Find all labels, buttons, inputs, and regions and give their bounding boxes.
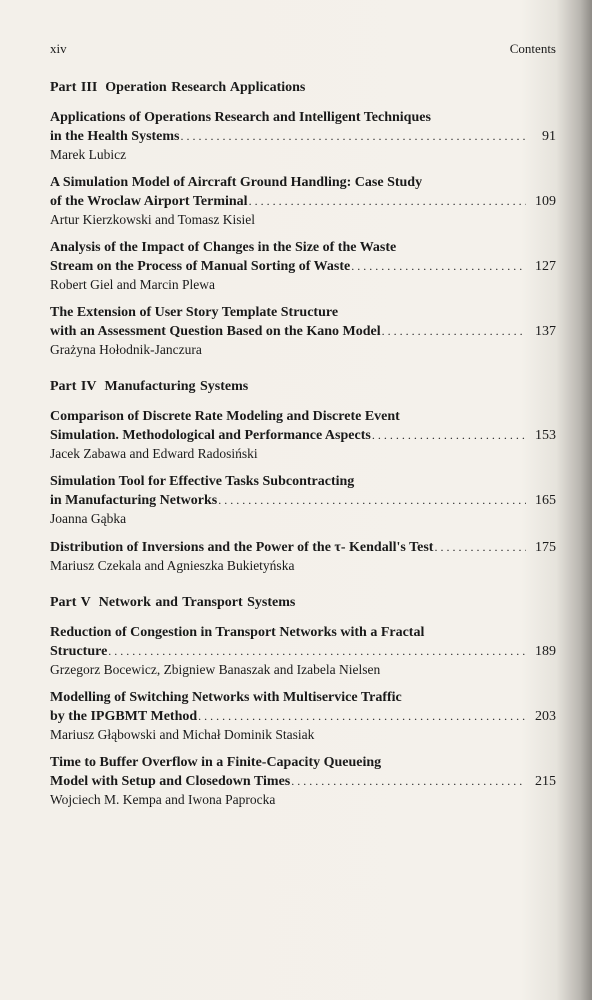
- entry-title-line: Analysis of the Impact of Changes in the Size of the Waste: [50, 240, 397, 255]
- dot-leader: [218, 491, 526, 509]
- entry-page-number: 189: [535, 644, 556, 659]
- entry-title-text: Stream on the Process of Manual Sorting of Waste: [50, 259, 351, 274]
- entry-title-line: Applications of Operations Research and Intelligent Techniques: [50, 110, 431, 125]
- entry-title-last-line: [50, 642, 556, 661]
- entry-authors: Wojciech M. Kempa and Iwona Paprocka: [50, 792, 276, 807]
- entry-title-last-line: [50, 127, 556, 146]
- toc-entry[interactable]: [50, 304, 556, 358]
- dot-leader: [108, 642, 526, 660]
- dot-leader: [291, 772, 526, 790]
- entry-title-line: Reduction of Congestion in Transport Networks with a Fractal: [50, 625, 425, 640]
- entry-authors: Marek Lubicz: [50, 147, 127, 162]
- dot-leader: [434, 538, 526, 556]
- entry-title-last-line: [50, 772, 556, 791]
- entry-title-text: Structure: [50, 644, 108, 659]
- toc-entry[interactable]: [50, 624, 556, 678]
- entry-title-line: A Simulation Model of Aircraft Ground Handling: Case Study: [50, 175, 423, 190]
- part-title: Network and Transport Systems: [98, 595, 296, 610]
- entry-page-number: 153: [535, 428, 556, 443]
- entry-title-last-line: [50, 426, 556, 445]
- entry-title-line: Comparison of Discrete Rate Modeling and Discrete Event: [50, 409, 400, 424]
- toc-entry[interactable]: [50, 174, 556, 228]
- entry-authors: Artur Kierzkowski and Tomasz Kisiel: [50, 212, 256, 227]
- dot-leader: [382, 322, 526, 340]
- entry-title-last-line: [50, 257, 556, 276]
- part-number: Part IV: [50, 379, 97, 394]
- toc-entry[interactable]: [50, 754, 556, 808]
- part-number: Part III: [50, 80, 98, 95]
- entry-page-number: 127: [535, 259, 556, 274]
- entry-title-text: Simulation. Methodological and Performance Aspects: [50, 428, 371, 443]
- entry-page-number: 109: [535, 194, 556, 209]
- entry-title-last-line: [50, 322, 556, 341]
- entry-authors: Joanna Gąbka: [50, 511, 127, 526]
- entry-title-text: by the IPGBMT Method: [50, 709, 198, 724]
- entry-title-text: in Manufacturing Networks: [50, 493, 218, 508]
- entry-authors: Mariusz Czekala and Agnieszka Bukietyńska: [50, 558, 295, 573]
- entry-title-line: Simulation Tool for Effective Tasks Subcontracting: [50, 474, 355, 489]
- entry-page-number: 91: [542, 129, 556, 144]
- entry-authors: Mariusz Głąbowski and Michał Dominik Stasiak: [50, 727, 315, 742]
- dot-leader: [249, 192, 526, 210]
- entry-page-number: 175: [535, 540, 556, 555]
- page-number: xiv: [50, 41, 67, 56]
- part-heading: [50, 378, 556, 396]
- entry-title-text: Distribution of Inversions and the Power of the τ- Kendall's Test: [50, 540, 434, 555]
- entry-authors: Grażyna Hołodnik-Janczura: [50, 342, 202, 357]
- toc-part: [50, 79, 556, 358]
- entry-authors: Robert Giel and Marcin Plewa: [50, 277, 215, 292]
- entry-title-text: of the Wroclaw Airport Terminal: [50, 194, 248, 209]
- part-number: Part V: [50, 595, 91, 610]
- toc-entry[interactable]: [50, 109, 556, 163]
- part-title: Operation Research Applications: [105, 80, 306, 95]
- entry-title-text: with an Assessment Question Based on the Kano Model: [50, 324, 381, 339]
- entry-title-last-line: [50, 491, 556, 510]
- dot-leader: [351, 257, 526, 275]
- entry-title-last-line: [50, 707, 556, 726]
- entry-page-number: 165: [535, 493, 556, 508]
- toc-entry[interactable]: [50, 239, 556, 293]
- toc-entry[interactable]: [50, 538, 556, 574]
- toc-entry[interactable]: [50, 473, 556, 527]
- entry-page-number: 203: [535, 709, 556, 724]
- running-title: Contents: [509, 41, 556, 56]
- entry-title-text: Model with Setup and Closedown Times: [50, 774, 291, 789]
- entry-title-line: Time to Buffer Overflow in a Finite-Capacity Queueing: [50, 755, 382, 770]
- entry-authors: Grzegorz Bocewicz, Zbigniew Banaszak and Izabela Nielsen: [50, 662, 381, 677]
- dot-leader: [198, 707, 526, 725]
- entry-title-line: The Extension of User Story Template Structure: [50, 305, 339, 320]
- entry-title-text: in the Health Systems: [50, 129, 180, 144]
- toc-part: [50, 594, 556, 808]
- entry-page-number: 215: [535, 774, 556, 789]
- toc-entry[interactable]: [50, 689, 556, 743]
- dot-leader: [181, 127, 527, 145]
- toc-part: [50, 378, 556, 574]
- part-heading: [50, 594, 556, 612]
- entry-authors: Jacek Zabawa and Edward Radosiński: [50, 446, 258, 461]
- dot-leader: [372, 426, 526, 444]
- part-heading: [50, 79, 556, 97]
- entry-title-last-line: [50, 192, 556, 211]
- running-head: [50, 41, 556, 57]
- entry-title-line: Modelling of Switching Networks with Multiservice Traffic: [50, 690, 402, 705]
- part-title: Manufacturing Systems: [104, 379, 249, 394]
- table-of-contents: [50, 79, 556, 808]
- toc-entry[interactable]: [50, 408, 556, 462]
- entry-page-number: 137: [535, 324, 556, 339]
- entry-title-last-line: [50, 538, 556, 557]
